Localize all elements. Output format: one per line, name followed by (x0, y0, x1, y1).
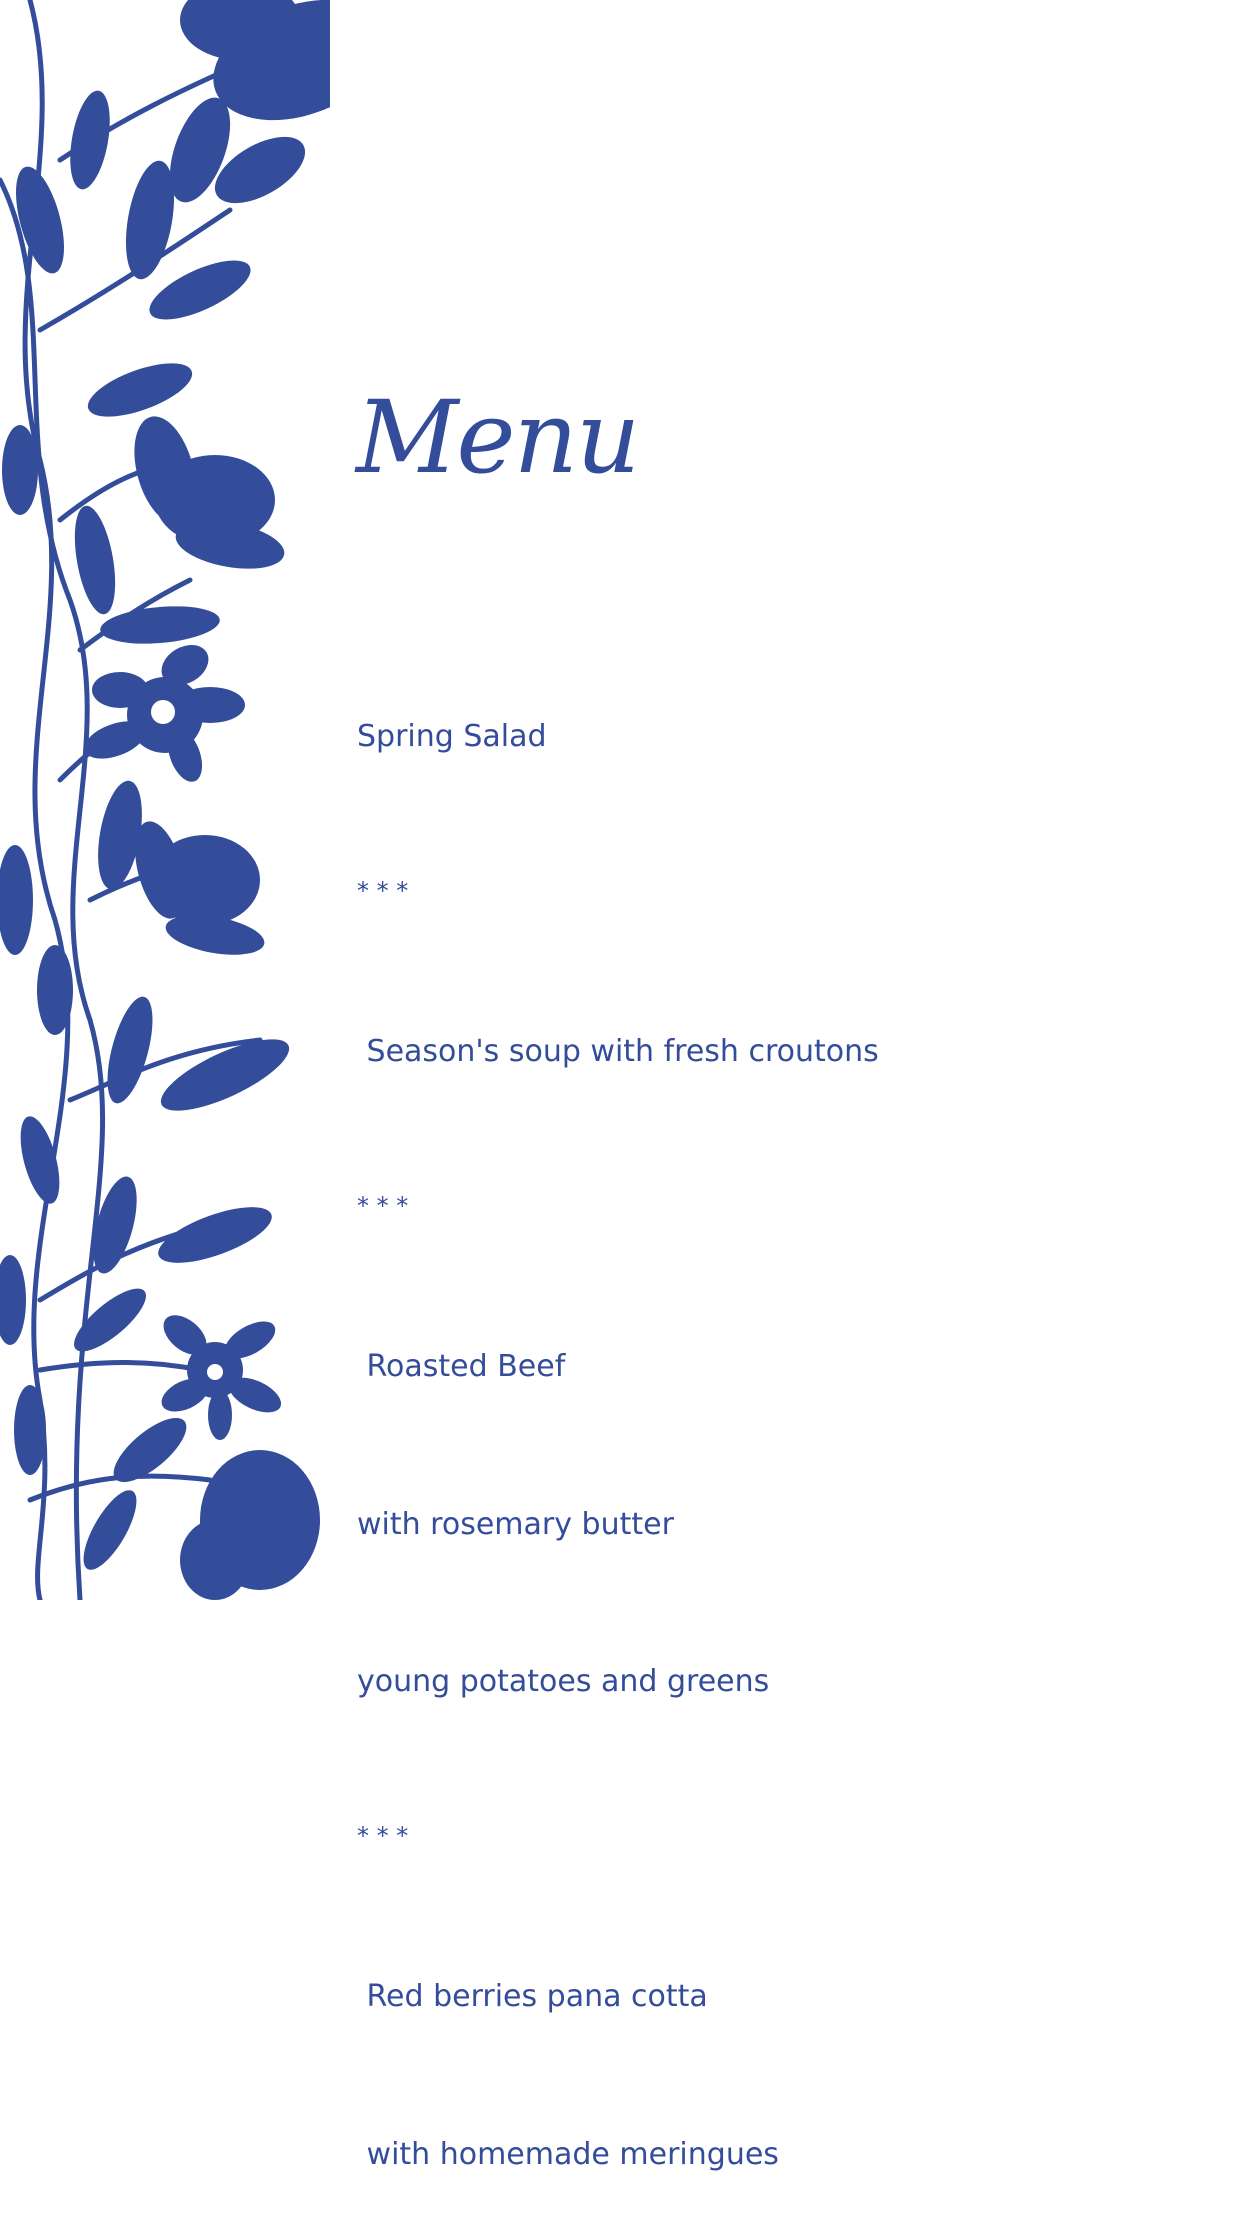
course-line-main-detail: with rosemary butter (357, 1506, 674, 1542)
floral-vine-illustration (0, 0, 330, 1600)
menu-course-list (357, 606, 879, 2234)
course-separator: * * * (357, 1191, 409, 1220)
course-line-main: Roasted Beef (357, 1349, 566, 1384)
floral-vine-graphic (0, 0, 330, 1600)
course-line-soup: Season's soup with fresh croutons (357, 1034, 879, 1069)
course-line-main-detail: young potatoes and greens (357, 1664, 770, 1699)
course-line-dessert-detail: with homemade meringues (357, 2136, 779, 2172)
course-line-dessert: Red berries pana cotta (357, 1979, 708, 2014)
course-separator: * * * (357, 876, 409, 905)
menu-title: Menu (356, 379, 639, 496)
course-line-starter: Spring Salad (357, 719, 547, 754)
course-separator: * * * (357, 1821, 409, 1850)
